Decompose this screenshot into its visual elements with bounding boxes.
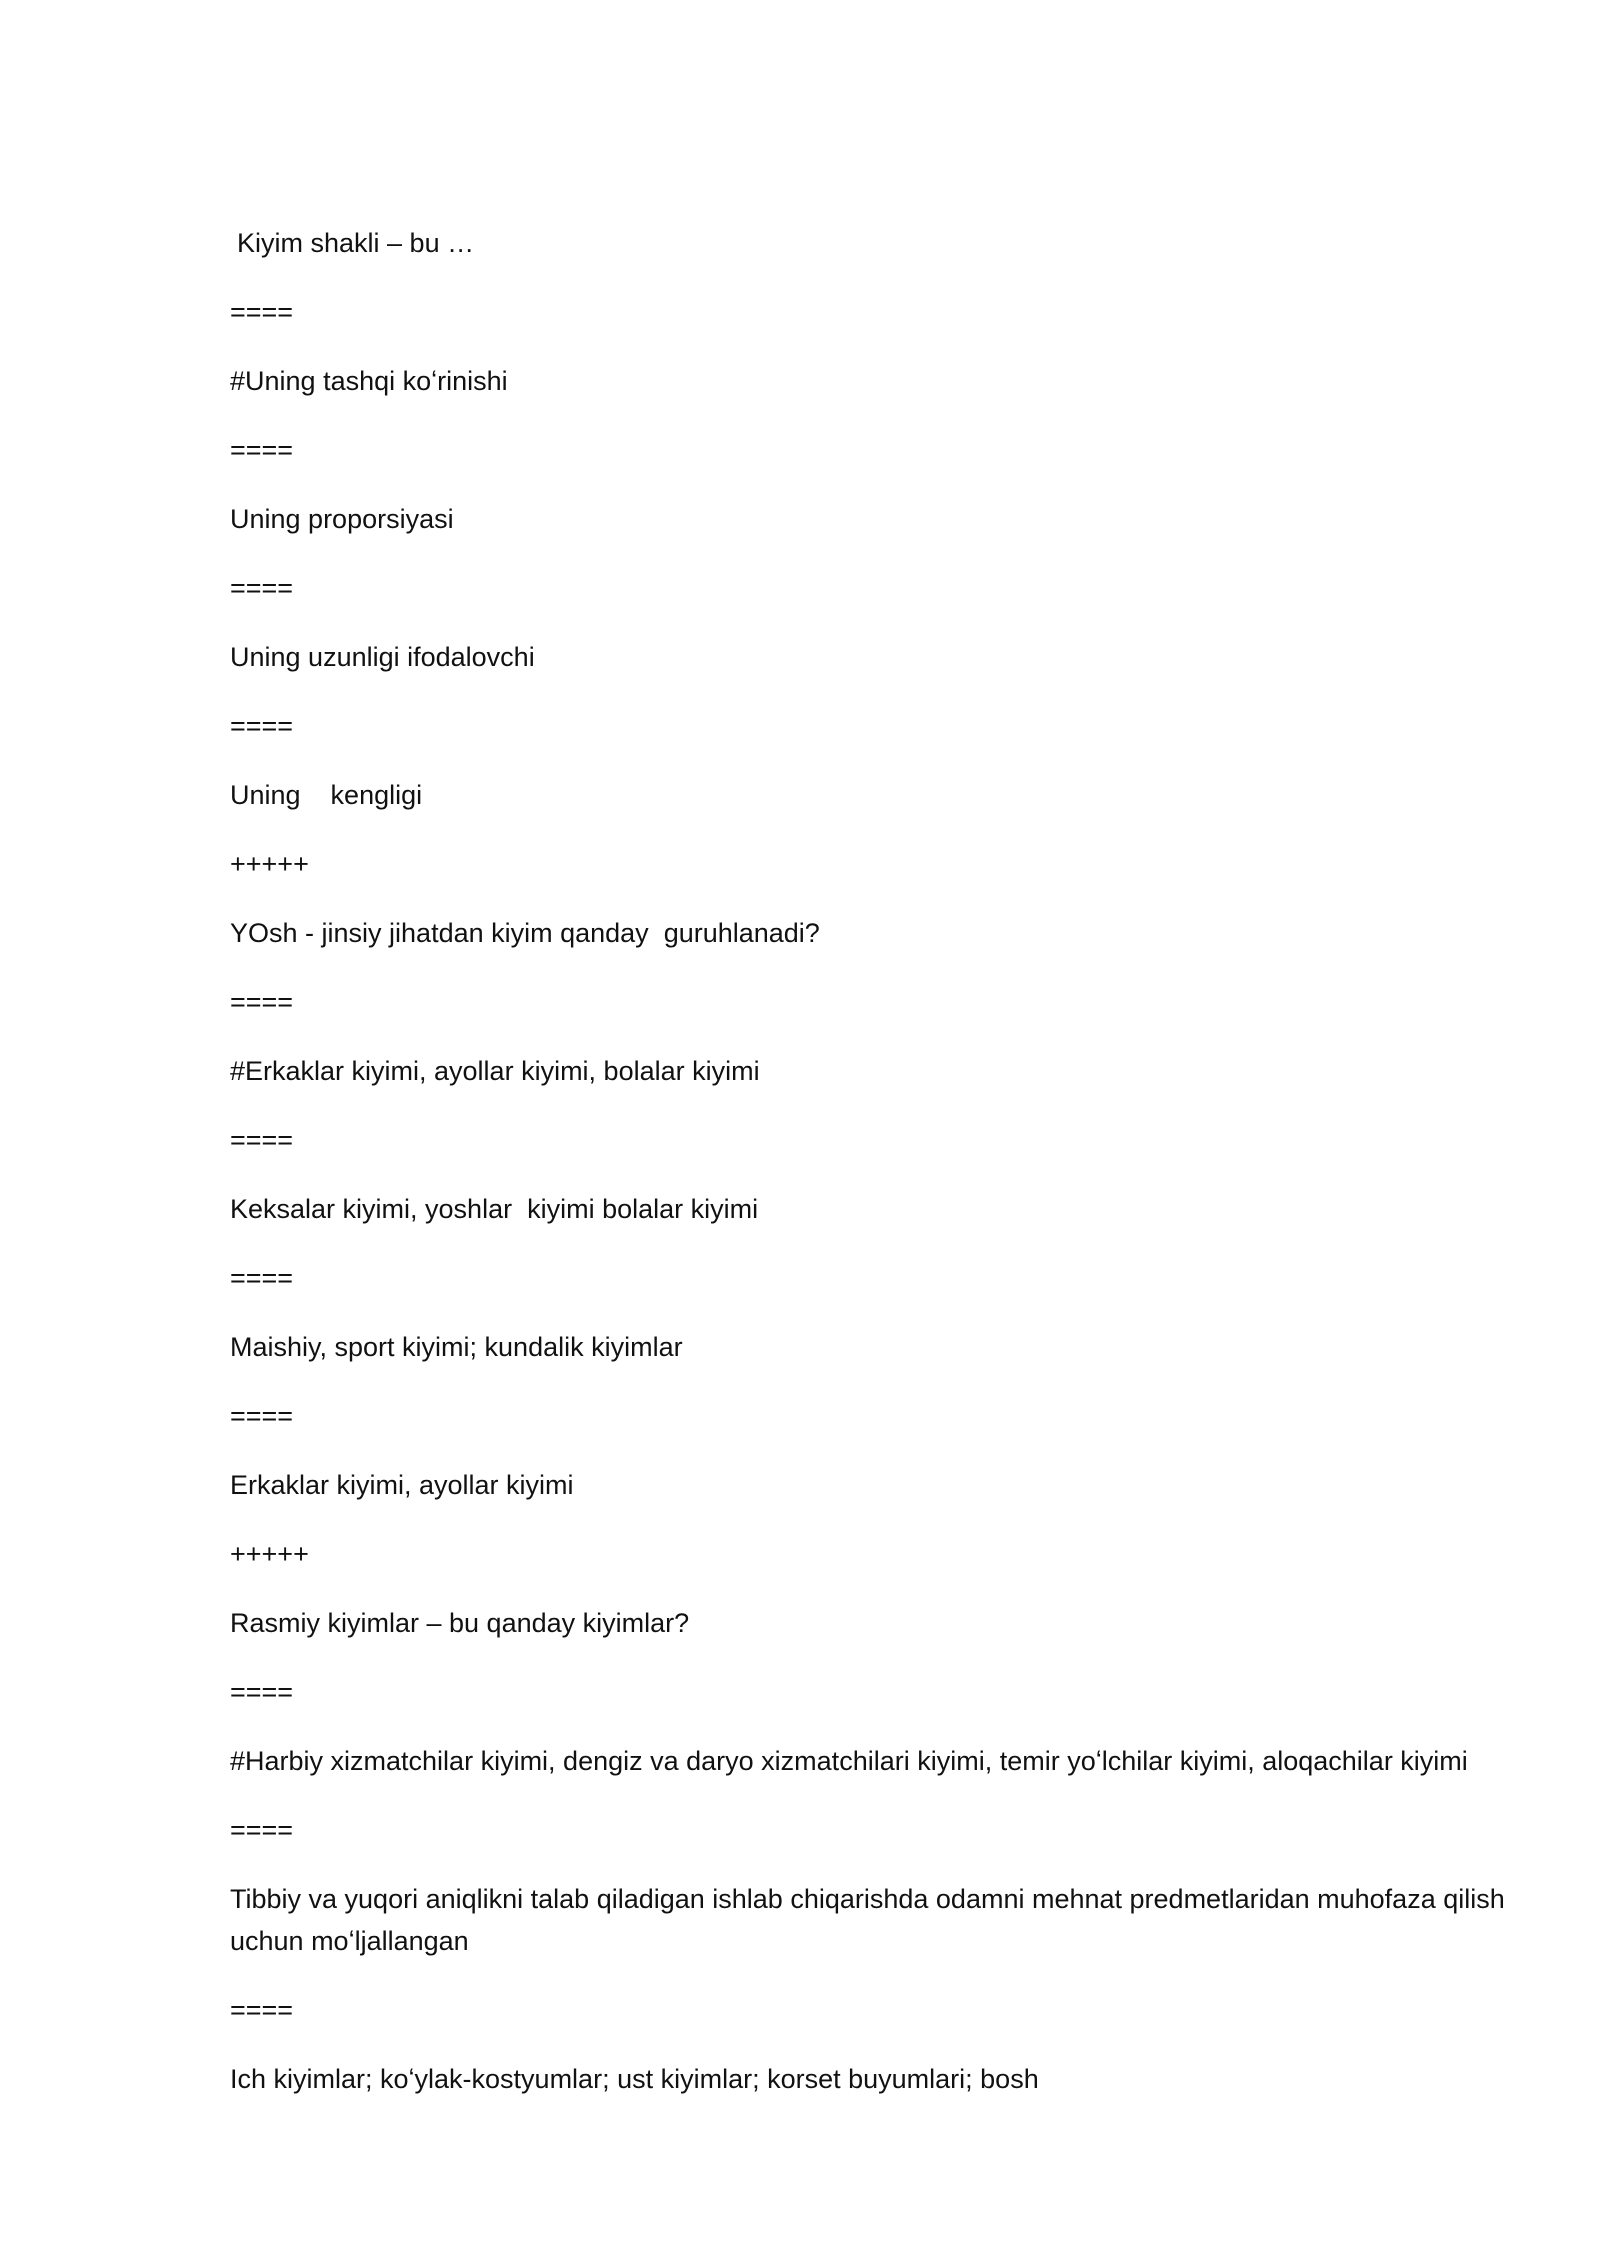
separator-line: ==== [230,1995,294,2025]
question-separator-line: +++++ [230,1539,309,1569]
separator-line: ==== [230,1125,294,1155]
question-line: Rasmiy kiyimlar – bu qanday kiyimlar? [230,1608,690,1638]
separator-line: ==== [230,711,294,741]
answer-line-correct: #Harbiy xizmatchilar kiyimi, dengiz va daryo xizmatchilari kiyimi, temir yoʻlchilar kiyimi, aloqachilar kiyimi [230,1746,1468,1776]
question-line: Kiyim shakli – bu … [237,228,475,258]
separator-line: ==== [230,1815,294,1845]
answer-line: Uning uzunligi ifodalovchi [230,642,535,672]
answer-line: Erkaklar kiyimi, ayollar kiyimi [230,1470,574,1500]
answer-line: Uning kengligi [230,780,423,810]
answer-line: Tibbiy va yuqori aniqlikni talab qiladigan ishlab chiqarishda odamni mehnat predmetlaridan muhofaza qilish uchun moʻljallangan [230,1884,1513,1956]
answer-line-correct: #Uning tashqi koʻrinishi [230,366,508,396]
answer-line: Uning proporsiyasi [230,504,454,534]
answer-line-correct: #Erkaklar kiyimi, ayollar kiyimi, bolalar kiyimi [230,1056,760,1086]
separator-line: ==== [230,1677,294,1707]
separator-line: ==== [230,1263,294,1293]
document-body [230,222,1513,2127]
answer-line: Ich kiyimlar; koʻylak-kostyumlar; ust kiyimlar; korset buyumlari; bosh [230,2064,1039,2094]
answer-line: Maishiy, sport kiyimi; kundalik kiyimlar [230,1332,683,1362]
question-separator-line: +++++ [230,849,309,879]
separator-line: ==== [230,1401,294,1431]
answer-line: Keksalar kiyimi, yoshlar kiyimi bolalar kiyimi [230,1194,759,1224]
separator-line: ==== [230,435,294,465]
separator-line: ==== [230,987,294,1017]
question-line: YOsh - jinsiy jihatdan kiyim qanday guruhlanadi? [230,918,820,948]
separator-line: ==== [230,297,294,327]
separator-line: ==== [230,573,294,603]
